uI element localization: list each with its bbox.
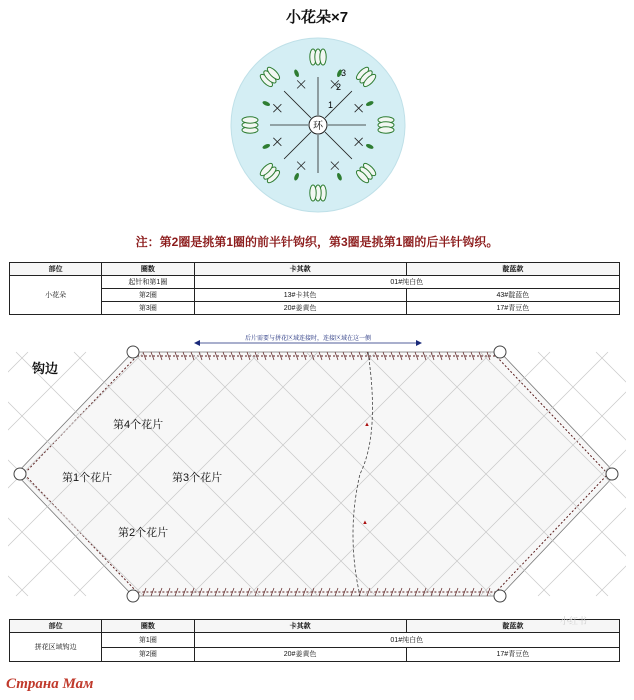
- round-cell: 起针和第1圈: [102, 276, 194, 289]
- col-header-khaki: 卡其款: [194, 263, 406, 276]
- khaki-color-cell: 13#卡其色: [194, 289, 406, 302]
- edging-section-title: 钩边: [32, 361, 59, 376]
- table-row: [10, 276, 620, 289]
- arrow-head-left: [194, 340, 200, 346]
- section-cell: 小花朵: [10, 276, 102, 315]
- merged-color-cell: 01#纯白色: [194, 633, 620, 648]
- flower-yarn-table: [9, 262, 620, 315]
- petal-loop: [378, 127, 394, 133]
- petal-loop: [242, 117, 258, 123]
- round-marker-2: 2: [336, 82, 342, 92]
- table-row: [10, 289, 620, 302]
- round-cell: 第2圈: [102, 647, 194, 662]
- petal-cluster: [242, 117, 258, 133]
- col-header-khaki: 卡其款: [194, 620, 406, 633]
- table-header-row: [10, 263, 620, 276]
- col-header-part: 部位: [10, 620, 102, 633]
- round-cell: 第3圈: [102, 302, 194, 315]
- indigo-color-cell: 43#靛蓝色: [406, 289, 619, 302]
- col-header-round: 圈数: [102, 263, 194, 276]
- round-cell: 第2圈: [102, 289, 194, 302]
- corner-ring: [606, 468, 618, 480]
- flower-motif-chart: [229, 32, 407, 220]
- instruction-note: 注：第2圈是挑第1圈的前半针钩织，第3圈是挑第1圈的后半针钩织。: [135, 235, 499, 249]
- edging-yarn-table: [9, 619, 620, 662]
- corner-ring: [127, 590, 139, 602]
- table-row: [10, 647, 620, 662]
- col-header-part: 部位: [10, 263, 102, 276]
- side-mark-top: ▲: [364, 422, 370, 428]
- section-cell: 拼花区域钩边: [10, 633, 102, 662]
- petal-loop: [320, 49, 326, 65]
- round-cell: 第1圈: [102, 633, 194, 648]
- watermark-strana-mam: Страна Мам: [6, 676, 94, 692]
- col-header-round: 圈数: [102, 620, 194, 633]
- piece-label-4: 第4个花片: [113, 419, 164, 431]
- piece-label-3: 第3个花片: [172, 472, 223, 484]
- corner-ring: [494, 346, 506, 358]
- table-row: [10, 302, 620, 315]
- corner-ring: [127, 346, 139, 358]
- side-mark-bottom: ▲: [362, 520, 368, 526]
- arrow-head-right: [416, 340, 422, 346]
- corner-ring: [494, 590, 506, 602]
- table-header-row: [10, 620, 620, 633]
- petal-loop: [310, 185, 316, 201]
- indigo-color-cell: 17#青豆色: [406, 647, 619, 662]
- center-ring-label: 环: [313, 121, 323, 132]
- col-header-indigo: 靛蓝款: [406, 263, 619, 276]
- petal-cluster: [378, 117, 394, 133]
- khaki-color-cell: 20#姜黄色: [194, 647, 406, 662]
- watermark-xiaohongshu: 小红书: [560, 616, 588, 626]
- col-header-indigo: 靛蓝款: [406, 620, 619, 633]
- petal-cluster: [310, 185, 326, 201]
- table-row: [10, 633, 620, 648]
- indigo-color-cell: 17#青豆色: [406, 302, 619, 315]
- petal-cluster: [310, 49, 326, 65]
- piece-label-1: 第1个花片: [62, 472, 113, 484]
- connection-note: 后片需要与拼花区域连接时，连接区域在这一侧: [244, 336, 372, 342]
- round-marker-1: 1: [328, 100, 334, 110]
- diagram-title: 小花朵×7: [285, 9, 349, 26]
- piece-label-2: 第2个花片: [118, 527, 169, 539]
- round-marker-3: 3: [341, 68, 347, 78]
- khaki-color-cell: 20#姜黄色: [194, 302, 406, 315]
- merged-color-cell: 01#纯白色: [194, 276, 620, 289]
- corner-ring: [14, 468, 26, 480]
